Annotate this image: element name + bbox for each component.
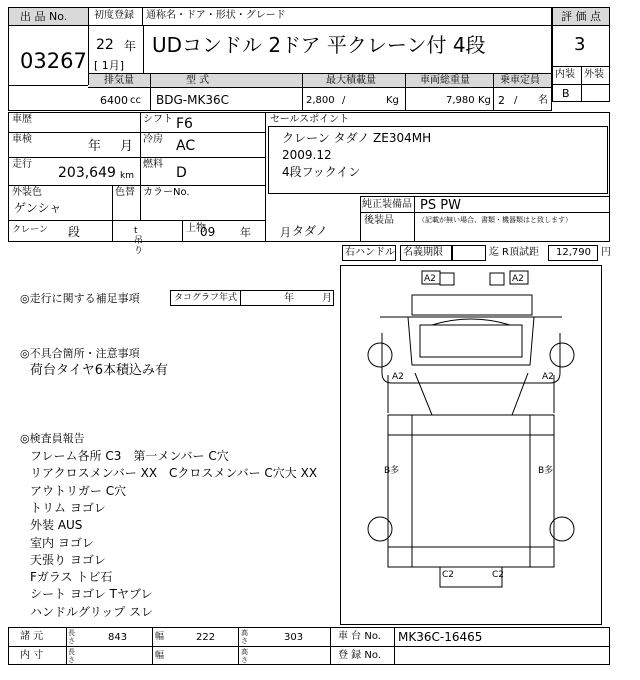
sales-point-line: クレーン タダノ ZE304MH [282,131,432,145]
capacity-value: 2 [498,94,505,107]
lot-no-label: 出 品 No. [20,10,68,23]
genuine-equipment-label: 純正装備品 [362,199,412,210]
mileage-value: 203,649 [58,165,116,181]
interior-grade-label: 内装 [555,69,575,80]
damage-mark: C2 [442,570,455,580]
vehicle-title: UDコンドル 2ドア 平クレーン付 4段 [152,33,486,57]
upper-year: 09 [200,225,216,239]
inspector-report-line: 室内 ヨゴレ [30,535,94,550]
damage-mark: A2 [424,274,436,284]
inspector-report-label: ◎検査員報告 [20,432,85,445]
mileage-label: 走行 [12,159,32,170]
name-change-label: 名義期限 [403,247,443,258]
gross-weight-label: 車両総重量 [420,75,470,86]
upper-label: 上物 [186,223,206,234]
odometer-label: R頂試距 [502,247,539,258]
first-reg-month: [ 1月] [94,59,125,72]
defects-label: ◎不具合箇所・注意事項 [20,347,140,360]
inspector-report-line: 天張り ヨゴレ [30,552,106,567]
shift-label: シフト [143,114,173,125]
chassis-number: MK36C-16465 [398,630,483,644]
length-value: 843 [108,632,128,643]
model-code-label: 型 式 [186,75,210,86]
sales-point-line: 4段フックイン [282,165,361,179]
model-label: 通称名・ドア・形状・グレード [146,10,286,21]
inspector-report-line: Fガラス トビ石 [30,570,113,585]
first-reg-label: 初度登録 [94,10,134,21]
genuine-equipment: PS PW [420,198,461,213]
exterior-grade-label: 外装 [584,69,604,80]
inspector-report-line: アウトリガー C穴 [30,483,127,498]
crane-label: クレーン [12,225,48,235]
interior-grade: B [562,87,570,100]
height-value: 303 [284,632,304,643]
inspector-report-line: ハンドルグリップ スレ [30,604,154,619]
history-label: 車歴 [12,114,32,125]
sales-point-line: 2009.12 [282,148,332,162]
interior-dims-label: 内 寸 [20,650,44,661]
sales-points-label: セールスポイント [270,114,350,125]
year-unit: 年 [124,39,137,53]
defects-text: 荷台タイヤ6本積込み有 [30,363,169,378]
damage-mark: C2 [492,570,505,580]
width-value: 222 [196,632,216,643]
inspector-report-line: トリム ヨゴレ [30,500,106,515]
score-label: 評 価 点 [561,10,601,23]
ac-label: 冷房 [143,134,163,145]
first-reg-year: 22 [96,37,114,53]
fuel-value: D [176,165,187,181]
tachograph-label: タコグラフ年式 [174,293,238,303]
shift-value: F6 [176,116,193,132]
chassis-label: 車 台 No. [338,631,381,642]
model-code: BDG-MK36C [156,93,229,107]
upper-maker: タダノ [292,224,328,238]
fuel-label: 燃料 [143,159,163,170]
lot-number: 03267 [20,49,87,73]
gross-weight-value: 7,980 [446,95,475,106]
inspector-report-line: フレーム各所 C3 第一メンバー C穴 [30,449,229,463]
inspector-report-line: シート ヨゴレ Tヤブレ [30,587,153,602]
inspection-label: 車検 [12,134,32,145]
score-value: 3 [574,34,586,55]
inspector-report-line: 外装 AUS [30,518,83,533]
exterior-color-label: 外装色 [12,187,42,198]
max-load-label: 最大積載量 [326,75,376,86]
registration-label: 登 録 No. [338,650,381,661]
aftermarket-note: （記載が無い場合、書類・機器類はと致します） [418,216,572,224]
damage-mark: B多 [538,466,554,476]
dims-label: 諸 元 [20,631,44,642]
max-load-value: 2,800 [306,95,335,106]
color-no-label: 色替 [115,187,135,198]
right-hand-flag: 右ハンドル [345,247,395,258]
displacement-label: 排気量 [104,75,134,86]
truck-diagram [340,265,602,625]
travel-notes-label: ◎走行に関する補足事項 [20,292,140,305]
damage-mark: A2 [542,372,554,382]
color-code-label: カラーNo. [143,187,190,198]
damage-mark: A2 [392,372,404,382]
until-label: 迄 [489,247,499,258]
capacity-label: 乗車定員 [500,75,540,86]
odometer-value: 12,790 [556,247,591,258]
ac-value: AC [176,138,196,154]
displacement-value: 6400 [100,94,128,107]
damage-mark: B多 [384,466,400,476]
damage-mark: A2 [512,274,524,284]
exterior-color: ゲンシャ [14,201,62,215]
aftermarket-label: 後装品 [364,215,394,226]
inspector-report-line: リアクロスメンバー XX Cクロスメンバー C穴大 XX [30,466,318,481]
